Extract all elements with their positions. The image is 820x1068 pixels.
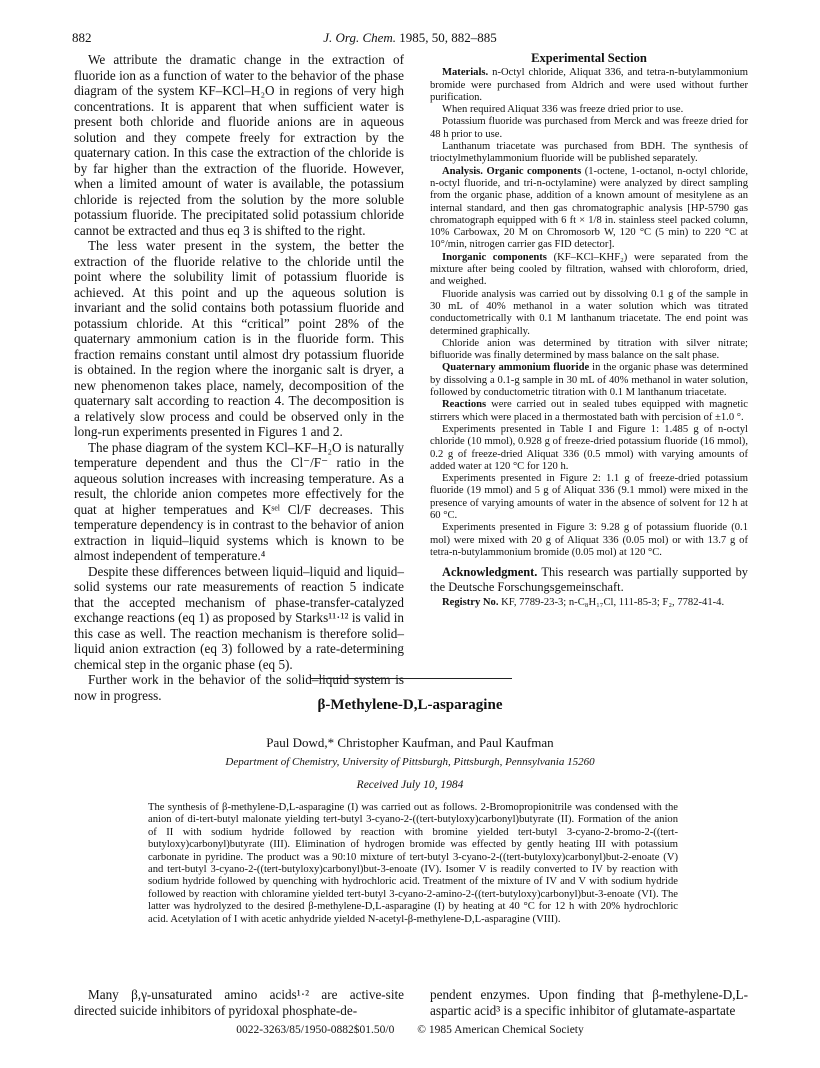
right-paragraph: Potassium fluoride was purchased from Merck and was freeze dried for 48 h prior to use. bbox=[430, 116, 748, 140]
quat-paragraph bbox=[430, 362, 748, 399]
received-date: Received July 10, 1984 bbox=[356, 779, 464, 791]
registry-numbers bbox=[430, 597, 748, 609]
footer-code: 0022-3263/85/1950-0882$01.50/0 bbox=[236, 1024, 395, 1036]
footer bbox=[0, 1024, 820, 1036]
run-in-heading: Analysis. Organic components bbox=[442, 165, 582, 177]
paragraph-text: This research was partially supported by the Deutsche Forschungsgemeinschaft. bbox=[430, 565, 748, 594]
section-heading-experimental: Experimental Section bbox=[531, 51, 647, 65]
running-header bbox=[72, 30, 748, 46]
body-paragraph: Many β,γ-unsaturated amino acids¹·² are active-site directed suicide inhibitors of pyridoxal phosphate-de- bbox=[74, 987, 404, 1018]
right-paragraph: Chloride anion was determined by titration with silver nitrate; bifluoride was finally determined by mass balance on the salt phase. bbox=[430, 337, 748, 362]
right-paragraph: Lanthanum triacetate was purchased from BDH. The synthesis of trioctylmethylammonium fluoride will be published separately. bbox=[430, 141, 748, 165]
page-number: 882 bbox=[72, 30, 92, 45]
body-paragraph: pendent enzymes. Upon finding that β-methylene-D,L-aspartic acid³ is a specific inhibitor of glutamate-aspartate bbox=[430, 987, 748, 1018]
body-left bbox=[74, 987, 404, 1018]
left-paragraph: The less water present in the system, the better the extraction of the fluoride relative to the chloride until the point where the solubility limit of potassium fluoride is achieved. At this point and up the aqueous solution is invariant and the solid contains both potassium fluoride and potassium chloride. At this “critical” point 28% of the quaternary ammonium cation is in the fluoride form. This fraction remains constant until almost dry potassium fluoride is obtained. In the region where the inorganic salt is dryer, a new phenomenon takes place, namely, decomposition of the quaternary salt according to reaction 4. The decomposition is a relatively slow process and could be observed only in the long-run experiments presented in Figures 1 and 2. bbox=[74, 238, 404, 439]
left-column bbox=[74, 52, 404, 703]
left-paragraph: Further work in the behavior of the solid–liquid system is now in progress. bbox=[74, 672, 404, 703]
inorganic-paragraph bbox=[430, 252, 748, 289]
right-column bbox=[430, 52, 748, 609]
body-right bbox=[430, 987, 748, 1018]
affiliation: Department of Chemistry, University of Pittsburgh, Pittsburgh, Pennsylvania 15260 bbox=[225, 756, 595, 768]
journal-volume: 1985, 50, 882–885 bbox=[399, 30, 497, 45]
abstract: The synthesis of β-methylene-D,L-asparagine (I) was carried out as follows. 2-Bromopropionitrile was condensed with the anion of di-tert-butyl malonate yielding tert-butyl 3-cyano-2-((tert-butyloxy)carbonyl)butyrate (II). Formation of the anion of II with sodium hydride followed by reaction with bromine yielded tert-butyl 3-cyano-2-bromo-2-((tert-butyloxy)carbonyl)butyrate (III). Elimination of hydrogen bromide was effected by gently heating III with potassium carbonate in pyridine. The product was a 90:10 mixture of tert-butyl 3-cyano-2-((tert-butyloxy)carbonyl)but-2-enoate (V) and tert-butyl 3-cyano-2-((tert-butyloxy)carbonyl)but-3-enoate (IV). Isomer V is readily converted to IV by reaction with sodium hydride followed by quenching with hydrochloric acid. Treatment of the mixture of IV and V with sodium hydride followed by reaction with chloramine yielded tert-butyl 3-cyano-2-amino-2-((tert-butyloxy)carbonyl)but-3-enoate (VI). The latter was hydrolyzed to the desired β-methylene-D,L-asparagine (I) by heating at 40 °C for 12 h with 20% hydrochloric acid. Acetylation of I with acetic anhydride yielded N-acetyl-β-methylene-D,L-asparagine (VIII). bbox=[148, 802, 678, 925]
left-paragraph: The phase diagram of the system KCl–KF–H₂O is naturally temperature dependent and thus the Cl⁻/F⁻ ratio in the aqueous solution increases with increasing temperature. As a result, the chloride anion competes more effectively for the quat at higher temperatues and Kˢᵉˡ Cl/F decreases. This temperature dependency is in contrast to the behavior of anion extraction in liquid–liquid systems which is known to be almost independent of temperature.⁴ bbox=[74, 439, 404, 563]
paragraph-text: in the organic phase was determined by dissolving a 0.1-g sample in 30 mL of 40% methanol in water solution, followed by conductometric titration with 0.1 M lanthanum triacetate. bbox=[430, 362, 748, 399]
right-paragraph: When required Aliquat 336 was freeze dried prior to use. bbox=[442, 104, 684, 116]
materials-paragraph bbox=[430, 67, 748, 104]
author-list: Paul Dowd,* Christopher Kaufman, and Paul Kaufman bbox=[266, 735, 554, 750]
analysis-paragraph bbox=[430, 166, 748, 252]
paragraph-text: were carried out in sealed tubes equipped with magnetic stirrers which were placed in a thermostated bath with percision of ±1.0 °. bbox=[430, 399, 748, 423]
run-in-heading: Inorganic components bbox=[442, 251, 547, 263]
left-paragraph: Despite these differences between liquid–liquid and liquid–solid systems our rate measurements of reaction 5 indicate that the accepted mechanism of phase-transfer-catalyzed exchange reactions (eq 1) as proposed by Starks¹¹·¹² is valid in this case as well. The reaction mechanism is therefore solid–liquid anion extraction (eq 3) followed by a rate-determining chemical step in the organic phase (eq 5). bbox=[74, 563, 404, 672]
paragraph-text: KF, 7789-23-3; n-C₈H₁₇Cl, 111-85-3; F₂, 7782-41-4. bbox=[498, 597, 725, 609]
footer-copyright: © 1985 American Chemical Society bbox=[417, 1024, 584, 1036]
run-in-heading: Materials. bbox=[442, 67, 489, 79]
paragraph-text: n-Octyl chloride, Aliquat 336, and tetra-n-butylammonium bromide were purchased from Aldrich and were used without further purification. bbox=[430, 67, 748, 103]
right-paragraph: Experiments presented in Figure 2: 1.1 g of freeze-dried potassium fluoride (19 mmol) and 5 g of Aliquat 336 (9.1 mmol) were mixed in the presence of varying amounts of water in the absence of solvent for 12 h at 60 °C. bbox=[430, 473, 748, 521]
right-paragraph: Experiments presented in Figure 3: 9.28 g of potassium fluoride (0.1 mol) were mixed with 20 g of Aliquat 336 (0.05 mol) or with 13.7 g of tetra-n-butylammonium bromide (0.05 mol) at 120 °C. bbox=[430, 522, 748, 558]
journal-name: J. Org. Chem. bbox=[323, 30, 397, 45]
divider-rule bbox=[310, 678, 512, 679]
reactions-paragraph bbox=[430, 399, 748, 424]
acknowledgment bbox=[430, 565, 748, 594]
paragraph-text: (1-octene, 1-octanol, n-octyl chloride, n-octyl fluoride, and tri-n-octylamine) were analyzed by direct sampling from the organic phase, addition of a known amount of mesitylene as an internal standard, and then gas chromatographic analysis [HP-5790 gas chromatograph equipped with 6 ft × 1/8 in. stainless steel packed column, 10% Carbowax, 20 M on Chromosorb W, 120 °C (5 min) to 220 °C at 10°/min, nitrogen carrier gas FID detector]. bbox=[430, 165, 748, 251]
run-in-heading: Quaternary ammonium fluoride bbox=[442, 362, 590, 374]
run-in-heading: Reactions bbox=[442, 399, 487, 411]
run-in-heading: Registry No. bbox=[442, 597, 499, 609]
journal-citation bbox=[72, 30, 748, 46]
right-paragraph: Fluoride analysis was carried out by dissolving 0.1 g of the sample in 30 mL of 40% methanol in a water solution which was titrated conductometrically with 0.1 M lanthanum triacetate. The end point was determined graphically. bbox=[430, 288, 748, 337]
article-title: β-Methylene-D,L-asparagine bbox=[317, 697, 503, 713]
right-paragraph: Experiments presented in Table I and Figure 1: 1.485 g of n-octyl chloride (10 mmol), 0.928 g of freeze-dried potassium fluoride (16 mmol), 0.2 g of freeze-dried Aliquat 336 (0.5 mmol) with varying amounts of added water at 120 °C for 120 h. bbox=[430, 423, 748, 472]
run-in-heading: Acknowledgment. bbox=[442, 565, 538, 580]
left-paragraph: We attribute the dramatic change in the extraction of fluoride ion as a function of water to the behavior of the phase diagram of the system KF–KCl–H₂O in regions of very high concentrations. It is apparent that when sufficient water is present both chloride and fluoride anions are in aqueous solution and they compete freely for extraction by the quaternary cation. In this case the extraction of the chloride is by far higher than the extraction of the fluoride. However, when a limited amount of water is available, the potassium chloride is rejected from the solution by the more soluble potassium fluoride. The precipitated solid potassium chloride cannot be extracted and thus eq 3 is shifted to the right. bbox=[74, 52, 404, 238]
paragraph-text: (KF–KCl–KHF₂) were separated from the mixture after being cooled by filtration, wahsed with chloroform, dried, and weighed. bbox=[430, 251, 748, 288]
